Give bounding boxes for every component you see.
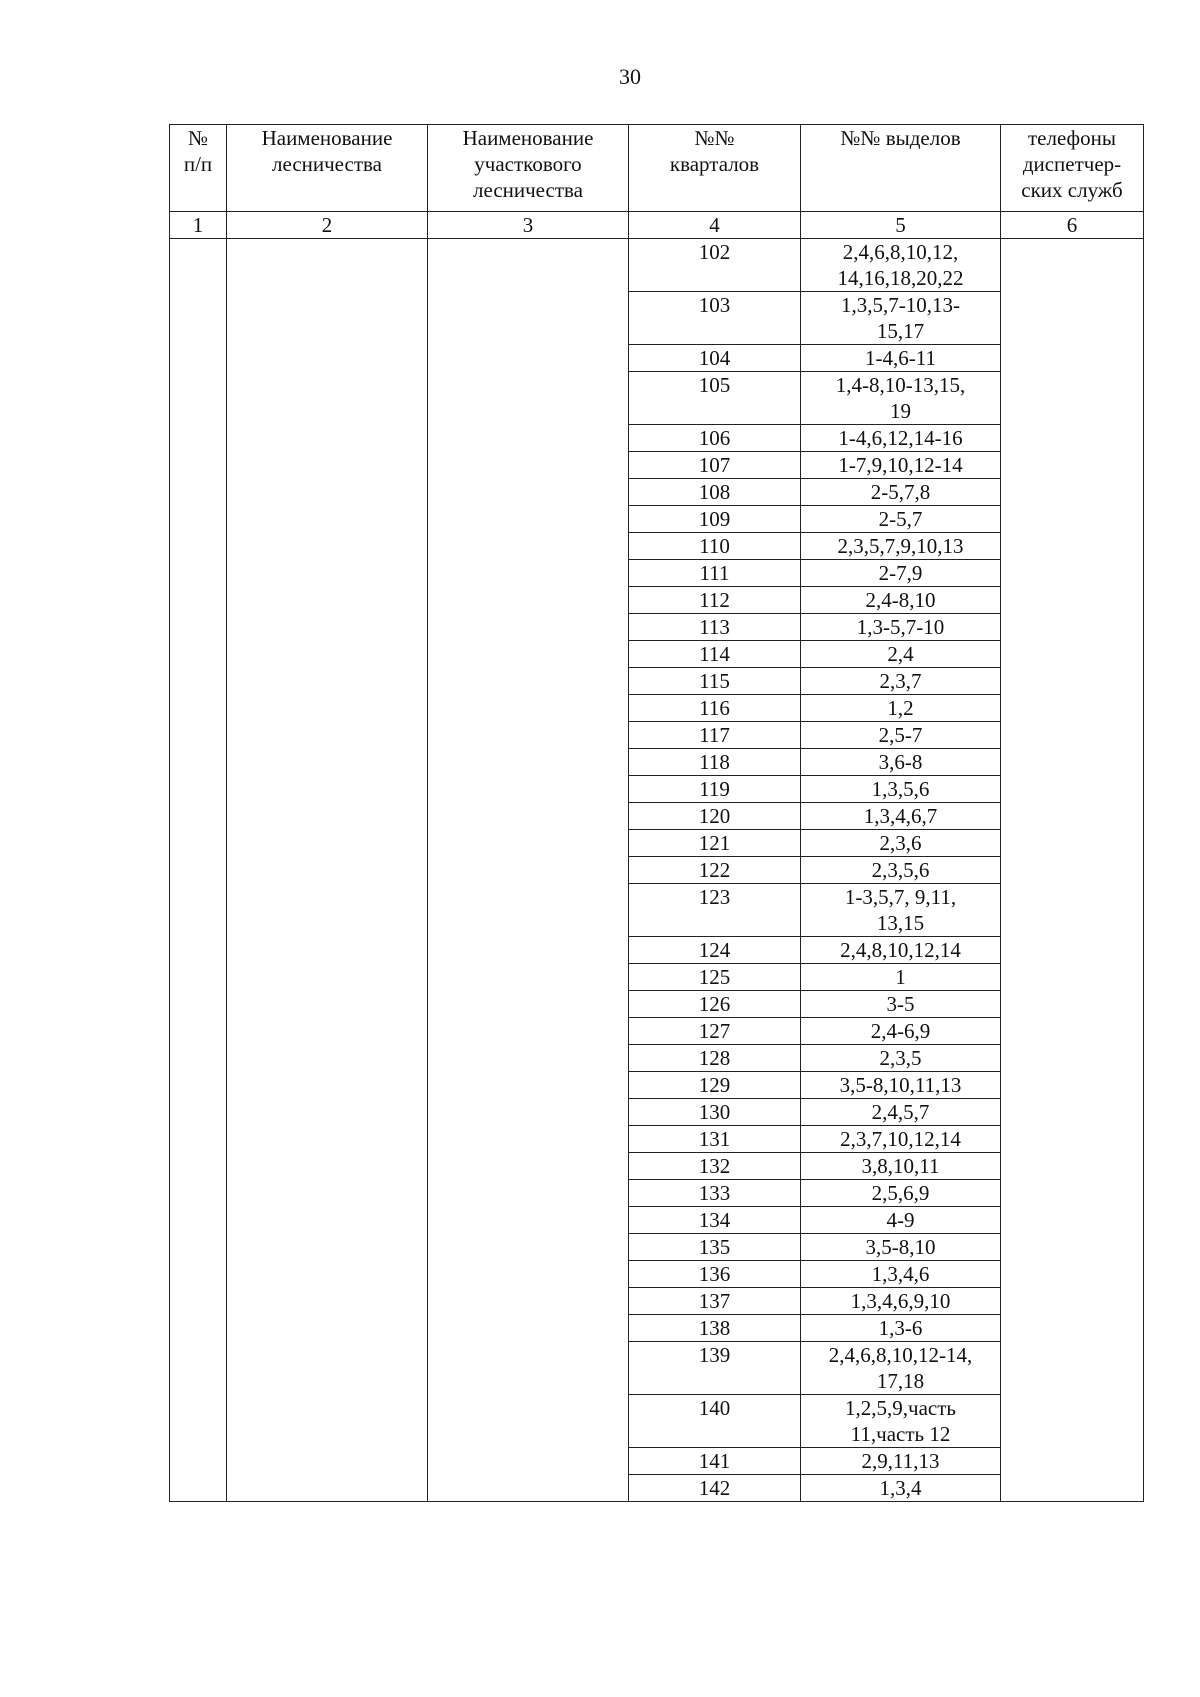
column-index-2: 2 bbox=[227, 212, 428, 239]
header-cell-5: №№ выделов bbox=[801, 125, 1001, 212]
allotments-cell: 1,3,4,6,9,10 bbox=[801, 1288, 1001, 1315]
quarter-number-cell: 110 bbox=[629, 533, 801, 560]
quarter-number-cell: 139 bbox=[629, 1342, 801, 1395]
column-index-6: 6 bbox=[1001, 212, 1144, 239]
allotments-cell: 2,5-7 bbox=[801, 722, 1001, 749]
allotments-cell: 2,5,6,9 bbox=[801, 1180, 1001, 1207]
quarter-number-cell: 131 bbox=[629, 1126, 801, 1153]
allotments-cell: 1-4,6-11 bbox=[801, 345, 1001, 372]
quarter-number-cell: 109 bbox=[629, 506, 801, 533]
quarter-number-cell: 138 bbox=[629, 1315, 801, 1342]
quarter-number-cell: 125 bbox=[629, 964, 801, 991]
quarter-number-cell: 124 bbox=[629, 937, 801, 964]
quarter-number-cell: 130 bbox=[629, 1099, 801, 1126]
allotments-cell: 1,2,5,9,часть 11,часть 12 bbox=[801, 1395, 1001, 1448]
quarter-number-cell: 129 bbox=[629, 1072, 801, 1099]
allotments-cell: 3,6-8 bbox=[801, 749, 1001, 776]
allotments-cell: 1-7,9,10,12-14 bbox=[801, 452, 1001, 479]
quarter-number-cell: 116 bbox=[629, 695, 801, 722]
quarter-number-cell: 142 bbox=[629, 1475, 801, 1502]
allotments-cell: 2,4 bbox=[801, 641, 1001, 668]
quarter-number-cell: 134 bbox=[629, 1207, 801, 1234]
quarter-number-cell: 118 bbox=[629, 749, 801, 776]
quarter-number-cell: 128 bbox=[629, 1045, 801, 1072]
allotments-cell: 2,4-8,10 bbox=[801, 587, 1001, 614]
allotments-cell: 2,3,5 bbox=[801, 1045, 1001, 1072]
table-body bbox=[170, 239, 1144, 1502]
quarter-number-cell: 103 bbox=[629, 292, 801, 345]
quarter-number-cell: 133 bbox=[629, 1180, 801, 1207]
allotments-cell: 1-4,6,12,14-16 bbox=[801, 425, 1001, 452]
quarter-number-cell: 113 bbox=[629, 614, 801, 641]
allotments-cell: 2,4-6,9 bbox=[801, 1018, 1001, 1045]
allotments-cell: 2,4,8,10,12,14 bbox=[801, 937, 1001, 964]
quarter-number-cell: 104 bbox=[629, 345, 801, 372]
header-cell-1: № п/п bbox=[170, 125, 227, 212]
quarter-number-cell: 122 bbox=[629, 857, 801, 884]
npp-cell bbox=[170, 239, 227, 1502]
allotments-cell: 2-7,9 bbox=[801, 560, 1001, 587]
allotments-cell: 1,3,5,6 bbox=[801, 776, 1001, 803]
column-index-4: 4 bbox=[629, 212, 801, 239]
allotments-cell: 2-5,7 bbox=[801, 506, 1001, 533]
forestry-name-cell bbox=[227, 239, 428, 1502]
quarter-number-cell: 111 bbox=[629, 560, 801, 587]
column-index-1: 1 bbox=[170, 212, 227, 239]
page-number: 30 bbox=[619, 64, 641, 89]
quarter-number-cell: 123 bbox=[629, 884, 801, 937]
header-cell-2: Наименование лесничества bbox=[227, 125, 428, 212]
allotments-cell: 1 bbox=[801, 964, 1001, 991]
header-cell-4: №№ кварталов bbox=[629, 125, 801, 212]
district-forestry-cell bbox=[428, 239, 629, 1502]
header-cell-3: Наименование участкового лесничества bbox=[428, 125, 629, 212]
allotments-cell: 2,3,7,10,12,14 bbox=[801, 1126, 1001, 1153]
header-row bbox=[170, 125, 1144, 212]
dispatch-phone-cell bbox=[1001, 239, 1144, 1502]
quarter-number-cell: 112 bbox=[629, 587, 801, 614]
allotments-cell: 1,3-6 bbox=[801, 1315, 1001, 1342]
quarter-number-cell: 115 bbox=[629, 668, 801, 695]
allotments-cell: 1,3,4 bbox=[801, 1475, 1001, 1502]
allotments-cell: 2,3,5,7,9,10,13 bbox=[801, 533, 1001, 560]
quarter-number-cell: 114 bbox=[629, 641, 801, 668]
quarter-number-cell: 102 bbox=[629, 239, 801, 292]
quarter-number-cell: 106 bbox=[629, 425, 801, 452]
quarter-number-cell: 117 bbox=[629, 722, 801, 749]
allotments-cell: 1,4-8,10-13,15, 19 bbox=[801, 372, 1001, 425]
allotments-cell: 2-5,7,8 bbox=[801, 479, 1001, 506]
allotments-cell: 1,3,4,6 bbox=[801, 1261, 1001, 1288]
allotments-cell: 2,3,6 bbox=[801, 830, 1001, 857]
allotments-cell: 2,9,11,13 bbox=[801, 1448, 1001, 1475]
allotments-cell: 2,4,6,8,10,12, 14,16,18,20,22 bbox=[801, 239, 1001, 292]
quarter-number-cell: 137 bbox=[629, 1288, 801, 1315]
allotments-cell: 2,3,7 bbox=[801, 668, 1001, 695]
quarter-number-cell: 119 bbox=[629, 776, 801, 803]
quarter-number-cell: 141 bbox=[629, 1448, 801, 1475]
allotments-cell: 4-9 bbox=[801, 1207, 1001, 1234]
allotments-cell: 1,3,5,7-10,13- 15,17 bbox=[801, 292, 1001, 345]
forestry-table bbox=[169, 124, 1144, 1502]
allotments-cell: 1-3,5,7, 9,11, 13,15 bbox=[801, 884, 1001, 937]
quarter-number-cell: 136 bbox=[629, 1261, 801, 1288]
quarter-number-cell: 107 bbox=[629, 452, 801, 479]
quarter-number-cell: 132 bbox=[629, 1153, 801, 1180]
column-index-5: 5 bbox=[801, 212, 1001, 239]
allotments-cell: 1,2 bbox=[801, 695, 1001, 722]
table-row bbox=[170, 239, 1144, 292]
allotments-cell: 1,3,4,6,7 bbox=[801, 803, 1001, 830]
allotments-cell: 2,4,6,8,10,12-14, 17,18 bbox=[801, 1342, 1001, 1395]
quarter-number-cell: 127 bbox=[629, 1018, 801, 1045]
quarter-number-cell: 126 bbox=[629, 991, 801, 1018]
allotments-cell: 3,8,10,11 bbox=[801, 1153, 1001, 1180]
allotments-cell: 3,5-8,10,11,13 bbox=[801, 1072, 1001, 1099]
header-cell-6: телефоны диспетчер- ских служб bbox=[1001, 125, 1144, 212]
allotments-cell: 3-5 bbox=[801, 991, 1001, 1018]
allotments-cell: 1,3-5,7-10 bbox=[801, 614, 1001, 641]
quarter-number-cell: 140 bbox=[629, 1395, 801, 1448]
allotments-cell: 3,5-8,10 bbox=[801, 1234, 1001, 1261]
quarter-number-cell: 120 bbox=[629, 803, 801, 830]
column-index-3: 3 bbox=[428, 212, 629, 239]
quarter-number-cell: 108 bbox=[629, 479, 801, 506]
quarter-number-cell: 105 bbox=[629, 372, 801, 425]
column-index-row bbox=[170, 212, 1144, 239]
allotments-cell: 2,4,5,7 bbox=[801, 1099, 1001, 1126]
quarter-number-cell: 135 bbox=[629, 1234, 801, 1261]
quarter-number-cell: 121 bbox=[629, 830, 801, 857]
allotments-cell: 2,3,5,6 bbox=[801, 857, 1001, 884]
